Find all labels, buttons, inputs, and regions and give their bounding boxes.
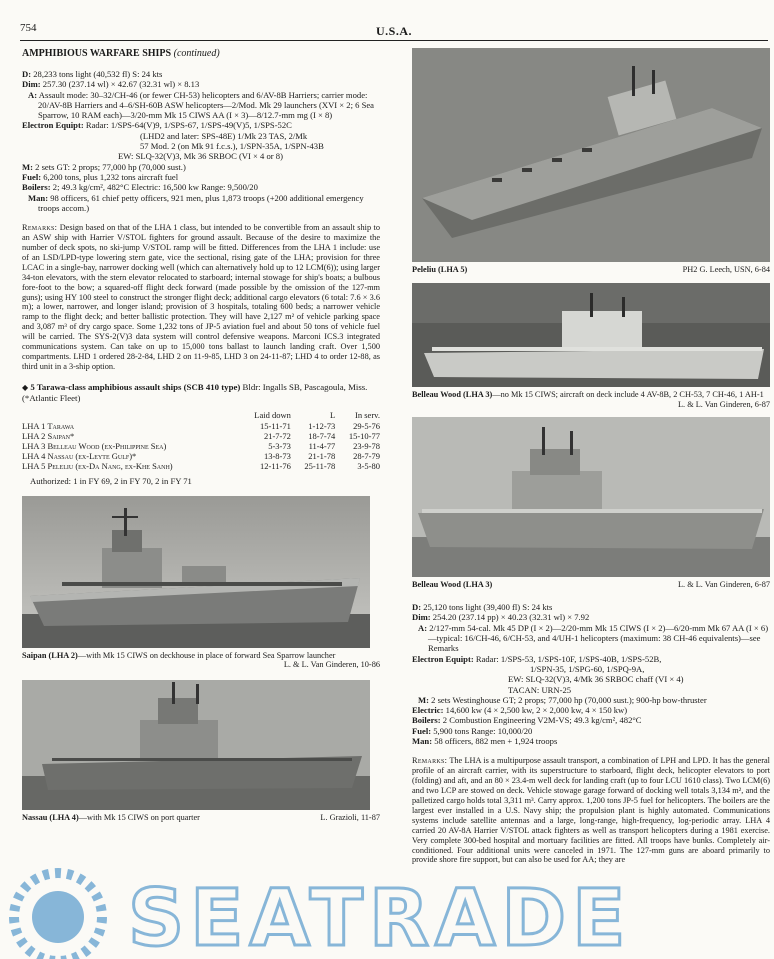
col-launched: L xyxy=(330,409,336,420)
spec-line: Electron Equipt: Radar: 1/SPS-64(V)9, 1/SPS-67, 1/SPS-49(V)5, 1/SPS-52C xyxy=(22,120,292,131)
photo-caption: Saipan (LHA 2)—with Mk 15 CIWS on deckhouse in place of forward Sea Sparrow launcher L. & L. Van Ginderen, 10-86 xyxy=(22,650,380,670)
spec-line: Electron Equipt: Radar: 1/SPS-53, 1/SPS-10F, 1/SPS-40B, 1/SPS-52B, xyxy=(412,653,662,664)
spec-line: A: Assault mode: 30–32/CH-46 (or fewer CH-53) helicopters and 6/AV-8B Harriers; carrier mode: 20/AV-8B Harriers and 4–6/SH-60B ASW helicopters—2/Mod. Mk 29 launchers (XVI × 2; 6 Sea Sparrow, 10 RAM each)—3/20-mm Mk 15 CIWS AA (I × 3)—8/12.7-mm mg (I × 8) xyxy=(28,89,374,121)
section-title-text: AMPHIBIOUS WARFARE SHIPS xyxy=(22,48,172,59)
section-continued: (continued) xyxy=(173,48,220,59)
ship-table xyxy=(22,410,380,471)
lha-remarks: Remarks: The LHA is a multipurpose assault transport, a combination of LPH and LPD. It has the general profile of an aircraft carrier, with its superstructure to starboard, flight deck, helicopter elevators to port (folding) and aft, and an 80 × 23.4-m well deck for landing craft (up to four LCU 1610 class). Two LCM(6) and two LCP are stowed on deck. Vehicle stowage garage forward of docking well totals 3,134 m², and the palletized cargo holds total 3,311 m³. Carry approx. 1,200 tons JP-5 fuel for helicopters. The boilers are the largest ever installed in a U.S. Navy ship; the propulsion plant is highly automated. Communications systems include satellite antennas and a large, long-range, high-frequency, log-periodic array. LHA 4 carried 20 AV-8A Harrier V/STOL attack fighters as well as transport helicopters during a 1981 exercise. Very complete 300-bed hospital and mortuary facilities are fitted. All troops have bunks. Completely air-conditioned. Four additional units were canceled in 1971. The 127-mm guns are aboard primarily to provide shore fire support, but can also be used for AA; they are xyxy=(412,756,770,865)
authorized-note: Authorized: 1 in FY 69, 2 in FY 70, 2 in FY 71 xyxy=(30,475,192,486)
table-row: LHA 3 Belleau Wood (ex-Philippine Sea) 5-3-73 11-4-77 23-9-78 xyxy=(22,440,380,451)
ship-photo-image xyxy=(22,680,370,810)
belleau-wood-photo-2 xyxy=(412,417,770,590)
spec-line: Man: 58 officers, 882 men + 1,924 troops xyxy=(412,736,558,747)
photo-caption: Peleliu (LHA 5) PH2 G. Leech, USN, 6-84 xyxy=(412,265,770,274)
spec-line: D: 25,120 tons light (39,400 fl) S: 24 kts xyxy=(412,602,553,613)
spec-line: Man: 98 officers, 61 chief petty officers, 921 men, plus 1,873 troops (+200 additional emergency troops accom.) xyxy=(28,192,364,213)
saipan-photo xyxy=(22,496,380,671)
lhd-remarks: Remarks: Design based on that of the LHA 1 class, but intended to be convertible from an assault ship to an ASW ship with Harrier V/STOL fighters for ground assault. Because of the desire to maximize the number of deck spots, no ski-jump V/STOL ramp will be fitted. Differences from the LHA 1 include: use of an LSD/LPD-type lowering stern gate, vice the sectional, rising gate of the LHA; provision for three LCAC in a single-bay, narrower docking well (which can alternatively hold up to 12 LCM(6)); using larger 34-ton elevators, with the stern elevator relocated to starboard; internal stowage for ship's boats; a bulbous fore-foot to the bow; a squared-off flight deck forward (made possible by the omission of the 127-mm guns); using HY 100 steel to construct the stronger flight deck; additional cargo elevators (6 total: 7.6 × 3.6 m); a lower, narrower, and longer island; provision of 3 hospitals, totaling 600 beds; a narrower vehicle ramp to the flight deck; and better ballistic protection. They will have 2,127 m² of vehicle parking space and 3,087 m³ of dry cargo space. Some 1,232 tons of JP-5 aviation fuel and about 50 tons of vehicle fuel will be carried. The SYS-2(V)3 data system will control defensive weapons. Marconi ICS.3 integrated communications system. Can take on up to 15,000 tons ballast to launch landing craft. Over 1,500 compartments. LHD 1 ordered 28-2-84, LHD 2 on 11-9-85, LHD 3 on 24-11-87; LHD 4 to order 12-88, as third unit in a 3-ship option. xyxy=(22,223,381,371)
spec-line: Dim: 257.30 (237.14 wl) × 42.67 (32.31 wl) × 8.13 xyxy=(22,79,200,90)
spec-subline: EW: SLQ-32(V)3, Mk 36 SRBOC (VI × 4 or 8) xyxy=(118,151,283,162)
photo-caption: Belleau Wood (LHA 3)—no Mk 15 CIWS; aircraft on deck include 4 AV-8B, 2 CH-53, 7 CH-46, 1 AH-1 L. & L. Van Ginderen, 6-87 xyxy=(412,389,770,409)
lhd-spec-block xyxy=(22,69,380,213)
spec-line: M: 2 sets GT: 2 props; 77,000 hp (70,000 sust.) xyxy=(22,161,186,172)
spec-line: D: 28,233 tons light (40,532 fl) S: 24 kts xyxy=(22,69,163,79)
spec-line: Electric: 14,600 kw (4 × 2,500 kw, 2 × 2,000 kw, 4 × 150 kw) xyxy=(412,705,628,716)
section-title xyxy=(22,48,380,59)
belleau-wood-photo-1 xyxy=(412,283,770,410)
right-column xyxy=(412,48,770,865)
spec-subline: 1/SPN-35, 1/SPG-60, 1/SPQ-9A, xyxy=(530,663,645,674)
table-row: LHA 5 Peleliu (ex-Da Nang, ex-Khe Sanh) 12-11-76 25-11-78 3-5-80 xyxy=(22,460,380,471)
tarawa-class-heading: ◆ 5 Tarawa-class amphibious assault ships (SCB 410 type) Bldr: Ingalls SB, Pascagoula, Miss. (*Atlantic Fleet) xyxy=(22,381,368,404)
nassau-photo xyxy=(22,680,380,823)
spec-line: Boilers: 2; 49.3 kg/cm², 482°C Electric: 16,500 kw Range: 9,500/20 xyxy=(22,182,258,193)
table-row: LHA 2 Saipan* 21-7-72 18-7-74 15-10-77 xyxy=(22,430,380,441)
ship-photo-image xyxy=(412,283,770,387)
page-header xyxy=(20,20,768,41)
table-row: LHA 1 Tarawa 15-11-71 1-12-73 29-5-76 xyxy=(22,420,380,431)
page-number: 754 xyxy=(20,22,37,34)
watermark-text: SEATRADE xyxy=(128,874,632,959)
spec-subline: TACAN: URN-25 xyxy=(508,684,572,695)
ship-photo-image xyxy=(22,496,370,648)
table-row: LHA 4 Nassau (ex-Leyte Gulf)* 13-8-73 21-1-78 28-7-79 xyxy=(22,450,380,461)
spec-line: A: 2/127-mm 54-cal. Mk 45 DP (I × 2)—2/20-mm Mk 15 CIWS (I × 2)—6/20-mm Mk 67 AA (I × 6)—typical: 16/CH-46, 6/CH-53, and 4/UH-1 helicopters (maximum: 38 CH-46 equivalents)—see Remarks xyxy=(418,622,769,654)
spec-line: Fuel: 6,200 tons, plus 1,232 tons aircraft fuel xyxy=(22,171,179,182)
spec-subline: EW: SLQ-32(V)3, 4/Mk 36 SRBOC chaff (VI × 4) xyxy=(508,674,684,685)
spec-line: Dim: 254.20 (237.14 pp) × 40.23 (32.31 wl) × 7.92 xyxy=(412,612,590,623)
spec-line: Boilers: 2 Combustion Engineering V2M-VS; 49.3 kg/cm², 482°C xyxy=(412,715,642,726)
spec-subline: 57 Mod. 2 (on Mk 91 f.c.s.), 1/SPN-35A, 1/SPN-43B xyxy=(140,141,324,152)
diamond-icon: ◆ xyxy=(22,382,29,392)
photo-caption: Belleau Wood (LHA 3) L. & L. Van Ginderen, 6-87 xyxy=(412,580,770,590)
country-heading: U.S.A. xyxy=(375,24,412,38)
seatrade-watermark-logo xyxy=(0,855,774,959)
spec-subline: (LHD2 and later: SPS-48E) 1/Mk 23 TAS, 2/Mk xyxy=(140,130,308,141)
lha-spec-block xyxy=(412,602,770,746)
peleliu-photo xyxy=(412,48,770,275)
spec-line: M: 2 sets Westinghouse GT; 2 props; 77,000 hp (70,000 sust.); 900-hp bow-thruster xyxy=(418,694,707,705)
col-laid-down: Laid down xyxy=(254,409,291,420)
ship-photo-image xyxy=(412,417,770,577)
ship-photo-image xyxy=(412,48,770,262)
left-column xyxy=(22,48,380,823)
col-in-service: In serv. xyxy=(355,409,380,420)
spec-line: Fuel: 5,900 tons Range: 10,000/20 xyxy=(412,725,533,736)
photo-caption: Nassau (LHA 4)—with Mk 15 CIWS on port quarter L. Grazioli, 11-87 xyxy=(22,813,380,823)
